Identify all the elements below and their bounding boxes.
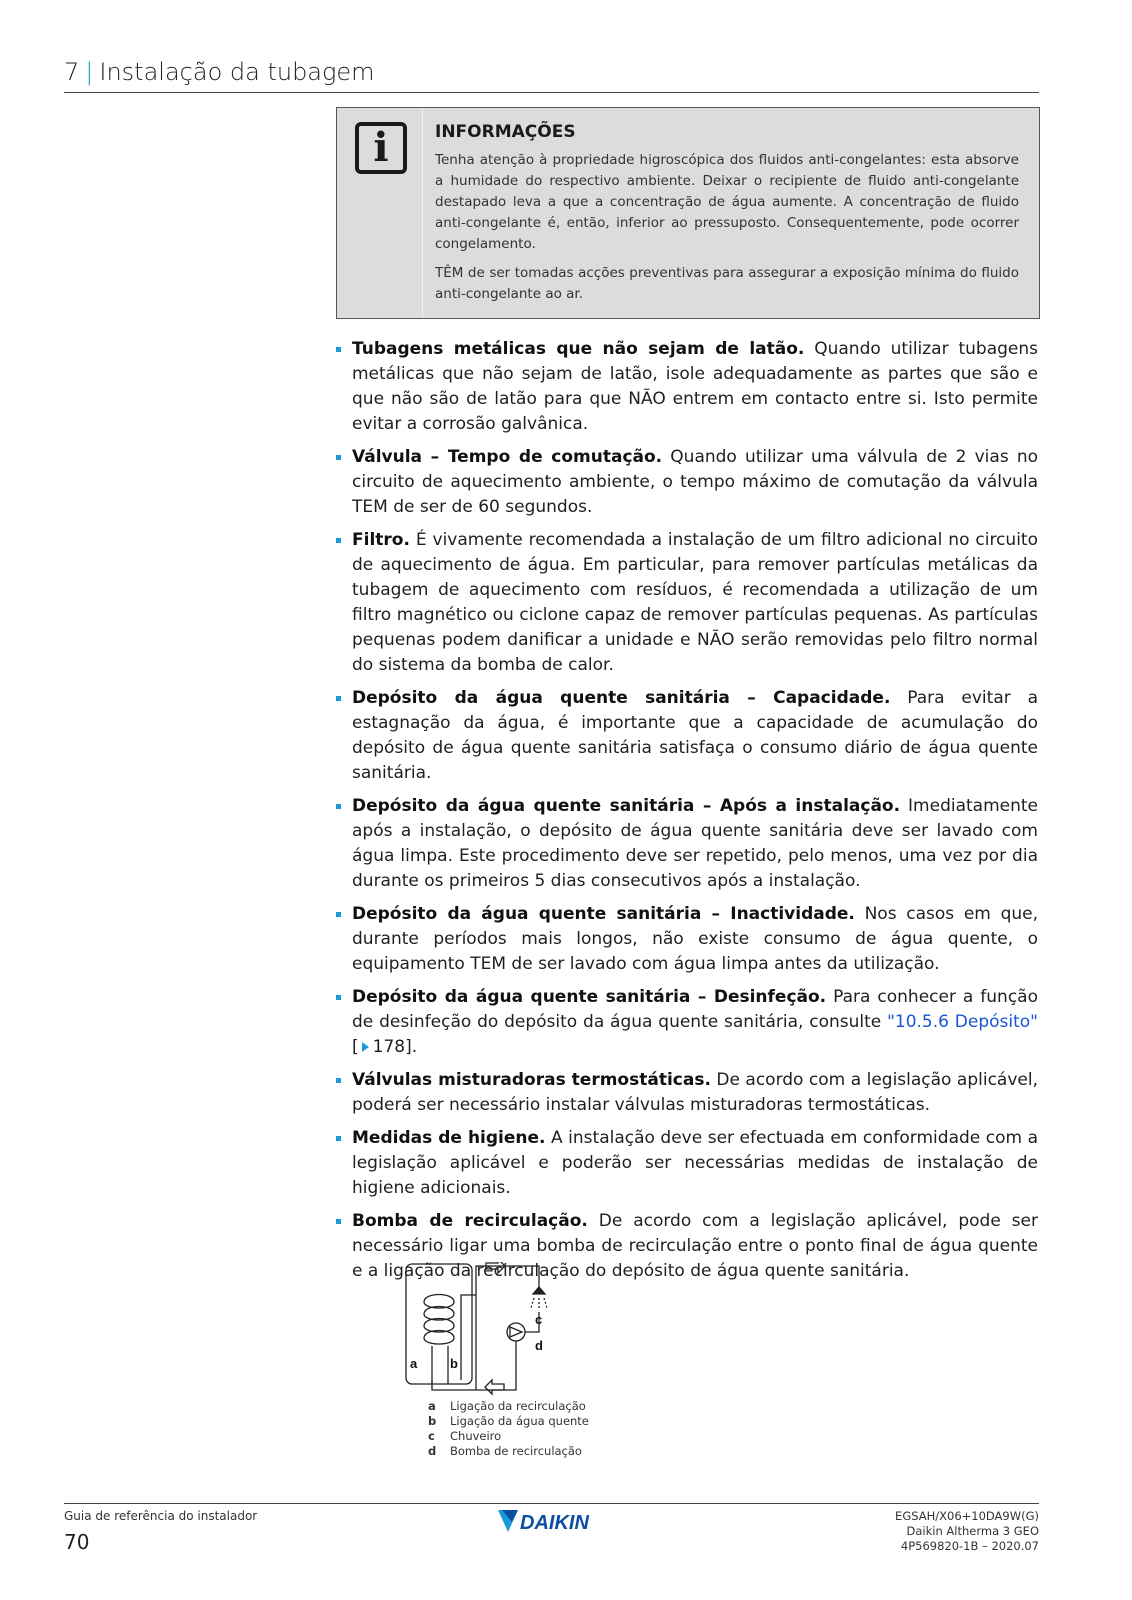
daikin-logo <box>496 1508 606 1534</box>
item-text: Nos casos em que, durante períodos mais longos, não existe consumo de água quente, o equipamento TEM de ser lavado com água limpa antes da utilização. <box>352 904 1038 974</box>
page-header <box>64 58 1039 93</box>
info-content <box>435 122 1019 313</box>
diagram-label-c: c <box>535 1312 543 1327</box>
list-item <box>336 902 1038 977</box>
item-title: Válvulas misturadoras termostáticas. <box>352 1070 711 1090</box>
list-item <box>336 528 1038 678</box>
footer-rule <box>64 1503 1039 1504</box>
list-item <box>336 985 1038 1060</box>
info-icon-column <box>337 108 423 318</box>
hot-water-pipe <box>461 1266 539 1380</box>
bullet-marker <box>336 1078 341 1083</box>
list-item <box>336 445 1038 520</box>
item-title: Filtro. <box>352 530 410 550</box>
bullet-marker <box>336 538 341 543</box>
ref-bracket-open: [ <box>352 1037 359 1057</box>
bullet-marker <box>336 455 341 460</box>
item-text: De acordo com a legislação aplicável, poderá ser necessário instalar válvulas misturadoras termostáticas. <box>352 1070 1038 1115</box>
page-arrow-icon <box>362 1042 369 1052</box>
info-box <box>336 107 1040 319</box>
flow-arrow-top <box>486 1262 505 1273</box>
item-text: A instalação deve ser efectuada em conformidade com a legislação aplicável e poderão ser necessárias medidas de instalação de higiene adicionais. <box>352 1128 1038 1198</box>
bullet-marker <box>336 1136 341 1141</box>
legend-text: Chuveiro <box>450 1429 502 1443</box>
legend-text: Ligação da água quente <box>450 1414 589 1428</box>
item-text: Quando utilizar tubagens metálicas que não sejam de latão, isole adequadamente as partes que são e que não são de latão para que NÃO entrem em contacto entre si. Isto permite evitar a corrosão galvânica. <box>352 339 1038 434</box>
page-number: 70 <box>64 1530 90 1554</box>
doc-number: 4P569820-1B – 2020.07 <box>900 1539 1039 1553</box>
heating-coil <box>424 1295 454 1345</box>
legend-item <box>428 1414 589 1429</box>
info-paragraph: TÊM de ser tomadas acções preventivas para assegurar a exposição mínima do fluido anti-congelante ao ar. <box>435 265 1019 302</box>
product-name: Daikin Altherma 3 GEO <box>906 1524 1039 1538</box>
legend-item <box>428 1399 589 1414</box>
chapter-number: 7 <box>64 58 80 86</box>
legend-text: Bomba de recirculação <box>450 1444 582 1458</box>
footer-doc-type: Guia de referência do instalador <box>64 1509 258 1523</box>
ref-page[interactable]: 178 <box>372 1037 406 1057</box>
item-text: Para conhecer a função de desinfeção do depósito da água quente sanitária, consulte <box>352 987 1038 1032</box>
brand-name: DAIKIN <box>520 1512 589 1534</box>
legend-key: a <box>428 1399 436 1413</box>
legend-key: d <box>428 1444 437 1458</box>
item-text: Imediatamente após a instalação, o depósito de água quente sanitária deve ser lavado com água limpa. Este procedimento deve ser repetido, pelo menos, uma vez por dia durante os primeiros 5 dias consecutivos após a instalação. <box>352 796 1038 891</box>
item-text: É vivamente recomendada a instalação de um filtro adicional no circuito de aquecimento de água. Em particular, para remover partículas metálicas da tubagem de aquecimento com resíduos, é recomendada a utilização de um filtro magnético ou ciclone capaz de remover partículas pequenas. As partículas pequenas podem danificar a unidade e NÃO serão removidas pelo filtro normal do sistema da bomba de calor. <box>352 530 1038 675</box>
item-title: Depósito da água quente sanitária – Inactividade. <box>352 904 855 924</box>
legend-item <box>428 1429 589 1444</box>
legend-key: c <box>428 1429 435 1443</box>
bullet-marker <box>336 912 341 917</box>
model-code: EGSAH/X06+10DA9W(G) <box>895 1509 1039 1523</box>
legend-item <box>428 1444 589 1459</box>
item-title: Medidas de higiene. <box>352 1128 546 1148</box>
item-text: De acordo com a legislação aplicável, pode ser necessário ligar uma bomba de recirculação entre o ponto final de água quente e a ligação da recirculação do depósito de água quente sanitária. <box>352 1211 1038 1281</box>
bullet-marker <box>336 347 341 352</box>
chapter-title: Instalação da tubagem <box>99 58 375 86</box>
shower-spray <box>531 1298 547 1308</box>
item-title: Depósito da água quente sanitária – Capacidade. <box>352 688 891 708</box>
coil-legs <box>432 1346 448 1384</box>
item-title: Depósito da água quente sanitária – Após a instalação. <box>352 796 901 816</box>
diagram-label-a: a <box>410 1356 418 1371</box>
diagram-label-d: d <box>535 1338 543 1353</box>
item-title: Tubagens metálicas que não sejam de latão. <box>352 339 805 359</box>
info-heading: INFORMAÇÕES <box>435 122 576 142</box>
header-separator: | <box>85 58 94 86</box>
bullet-marker <box>336 804 341 809</box>
list-item <box>336 794 1038 894</box>
cross-reference-link[interactable]: "10.5.6 Depósito" <box>887 1012 1038 1032</box>
item-text: Quando utilizar uma válvula de 2 vias no circuito de aquecimento ambiente, o tempo máximo de comutação da válvula TEM de ser de 60 segundos. <box>352 447 1039 517</box>
legend-key: b <box>428 1414 437 1428</box>
requirements-list <box>336 337 1038 1292</box>
footer-doc-info <box>895 1509 1039 1554</box>
diagram-label-b: b <box>450 1356 458 1371</box>
shower-head-icon <box>533 1287 545 1294</box>
list-item <box>336 1068 1038 1118</box>
item-text: Para evitar a estagnação da água, é importante que a capacidade de acumulação do depósito de água quente sanitária satisfaça o consumo diário de água quente sanitária. <box>352 688 1038 783</box>
legend-text: Ligação da recirculação <box>450 1399 586 1413</box>
list-item <box>336 1126 1038 1201</box>
bullet-marker <box>336 995 341 1000</box>
list-item <box>336 337 1038 437</box>
bullet-marker <box>336 696 341 701</box>
item-title: Depósito da água quente sanitária – Desinfeção. <box>352 987 827 1007</box>
flow-arrow-bottom <box>485 1380 504 1394</box>
item-title: Válvula – Tempo de comutação. <box>352 447 663 467</box>
bullet-marker <box>336 1219 341 1224</box>
recirculation-diagram <box>404 1262 584 1397</box>
info-paragraph: Tenha atenção à propriedade higroscópica dos fluidos anti-congelantes: esta absorve a humidade do respectivo ambiente. Deixar o recipiente de fluido anti-congelante destapado leva a que a concentração de água aumente. A concentração de fluido anti-congelante é, então, inferior ao pressuposto. Consequentemente, pode ocorrer congelamento. <box>435 152 1019 252</box>
ref-bracket-close: ]. <box>405 1037 418 1057</box>
info-icon: i <box>355 122 407 174</box>
item-title: Bomba de recirculação. <box>352 1211 588 1231</box>
list-item <box>336 686 1038 786</box>
diagram-legend <box>428 1399 589 1459</box>
